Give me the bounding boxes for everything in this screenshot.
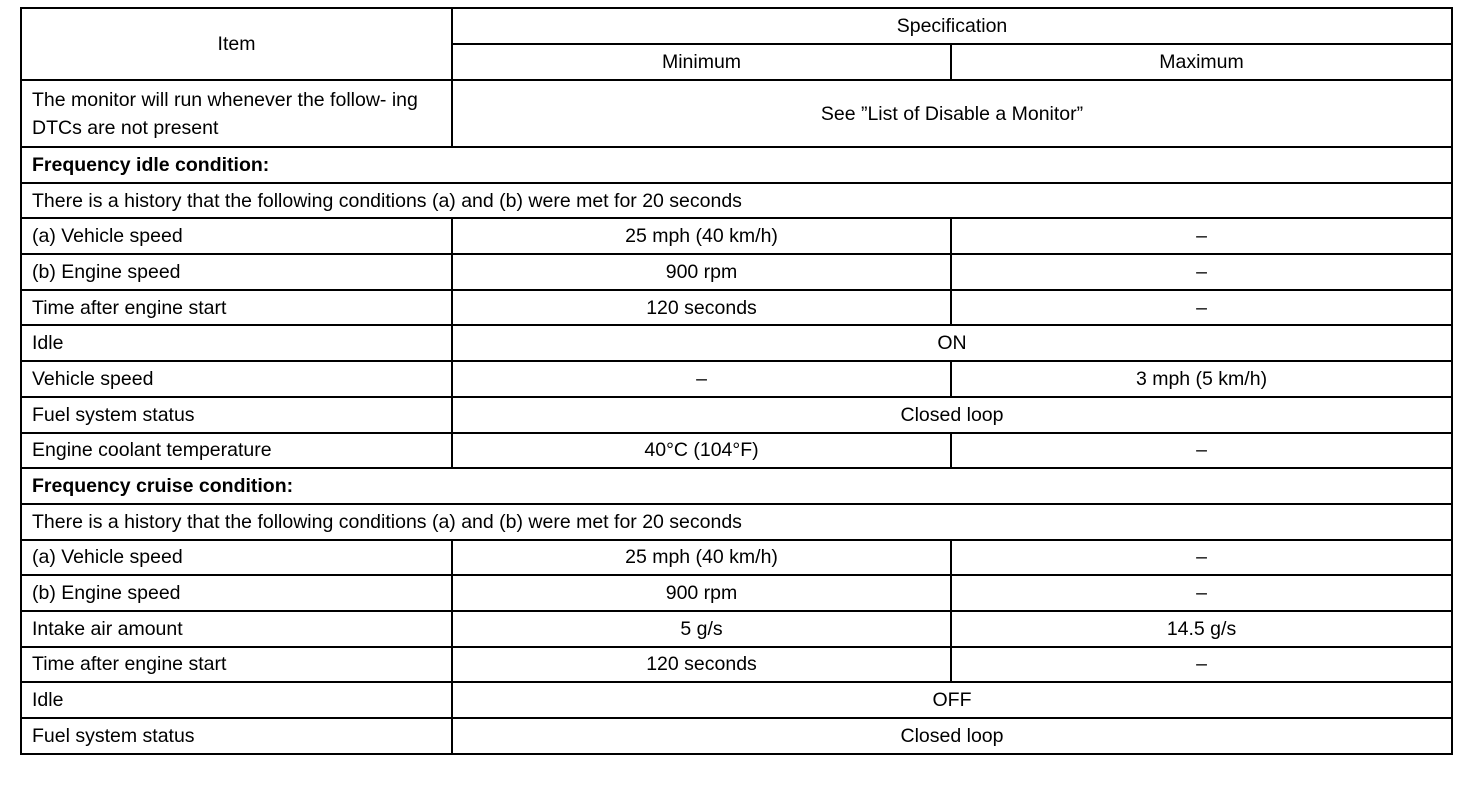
row-minimum: 5 g/s	[452, 611, 951, 647]
row-maximum: –	[951, 433, 1452, 469]
idle-section-title: Frequency idle condition:	[21, 147, 1452, 183]
row-item: Vehicle speed	[21, 361, 452, 397]
row-item: Intake air amount	[21, 611, 452, 647]
header-row-top	[21, 8, 1452, 44]
row-minimum: 900 rpm	[452, 575, 951, 611]
cruise-condition-rows	[21, 540, 1452, 754]
row-item: Fuel system status	[21, 718, 452, 754]
row-minimum: 25 mph (40 km/h)	[452, 218, 951, 254]
row-item: Fuel system status	[21, 397, 452, 433]
table-row	[21, 361, 1452, 397]
row-item: Idle	[21, 682, 452, 718]
table-row	[21, 433, 1452, 469]
row-minimum: 120 seconds	[452, 647, 951, 683]
specification-table	[20, 7, 1453, 755]
header-item: Item	[21, 8, 452, 80]
row-minimum: –	[452, 361, 951, 397]
monitor-item: The monitor will run whenever the follow- ing DTCs are not present	[21, 80, 452, 147]
row-spec: Closed loop	[452, 397, 1452, 433]
row-minimum: 25 mph (40 km/h)	[452, 540, 951, 576]
row-minimum: 900 rpm	[452, 254, 951, 290]
header-minimum: Minimum	[452, 44, 951, 80]
monitor-row	[21, 80, 1452, 147]
row-item: Engine coolant temperature	[21, 433, 452, 469]
row-spec: ON	[452, 325, 1452, 361]
cruise-section-title: Frequency cruise condition:	[21, 468, 1452, 504]
table-row	[21, 682, 1452, 718]
row-maximum: –	[951, 647, 1452, 683]
idle-history: There is a history that the following conditions (a) and (b) were met for 20 seconds	[21, 183, 1452, 219]
table-row	[21, 218, 1452, 254]
table-row	[21, 575, 1452, 611]
table-row	[21, 647, 1452, 683]
table-row	[21, 611, 1452, 647]
section-title-row	[21, 468, 1452, 504]
row-maximum: 3 mph (5 km/h)	[951, 361, 1452, 397]
row-minimum: 40°C (104°F)	[452, 433, 951, 469]
table-row	[21, 325, 1452, 361]
monitor-spec: See ”List of Disable a Monitor”	[452, 80, 1452, 147]
row-maximum: –	[951, 540, 1452, 576]
idle-condition-rows	[21, 218, 1452, 468]
table-row	[21, 254, 1452, 290]
row-maximum: –	[951, 290, 1452, 326]
row-maximum: –	[951, 575, 1452, 611]
row-item: Idle	[21, 325, 452, 361]
history-row	[21, 183, 1452, 219]
header-specification: Specification	[452, 8, 1452, 44]
table-row	[21, 290, 1452, 326]
row-maximum: –	[951, 218, 1452, 254]
row-spec: OFF	[452, 682, 1452, 718]
row-maximum: –	[951, 254, 1452, 290]
row-item: (a) Vehicle speed	[21, 540, 452, 576]
header-maximum: Maximum	[951, 44, 1452, 80]
history-row	[21, 504, 1452, 540]
table-row	[21, 397, 1452, 433]
row-item: (b) Engine speed	[21, 254, 452, 290]
row-maximum: 14.5 g/s	[951, 611, 1452, 647]
row-item: Time after engine start	[21, 290, 452, 326]
table-row	[21, 540, 1452, 576]
row-minimum: 120 seconds	[452, 290, 951, 326]
cruise-history: There is a history that the following conditions (a) and (b) were met for 20 seconds	[21, 504, 1452, 540]
row-item: (a) Vehicle speed	[21, 218, 452, 254]
row-spec: Closed loop	[452, 718, 1452, 754]
row-item: Time after engine start	[21, 647, 452, 683]
section-title-row	[21, 147, 1452, 183]
row-item: (b) Engine speed	[21, 575, 452, 611]
table-row	[21, 718, 1452, 754]
